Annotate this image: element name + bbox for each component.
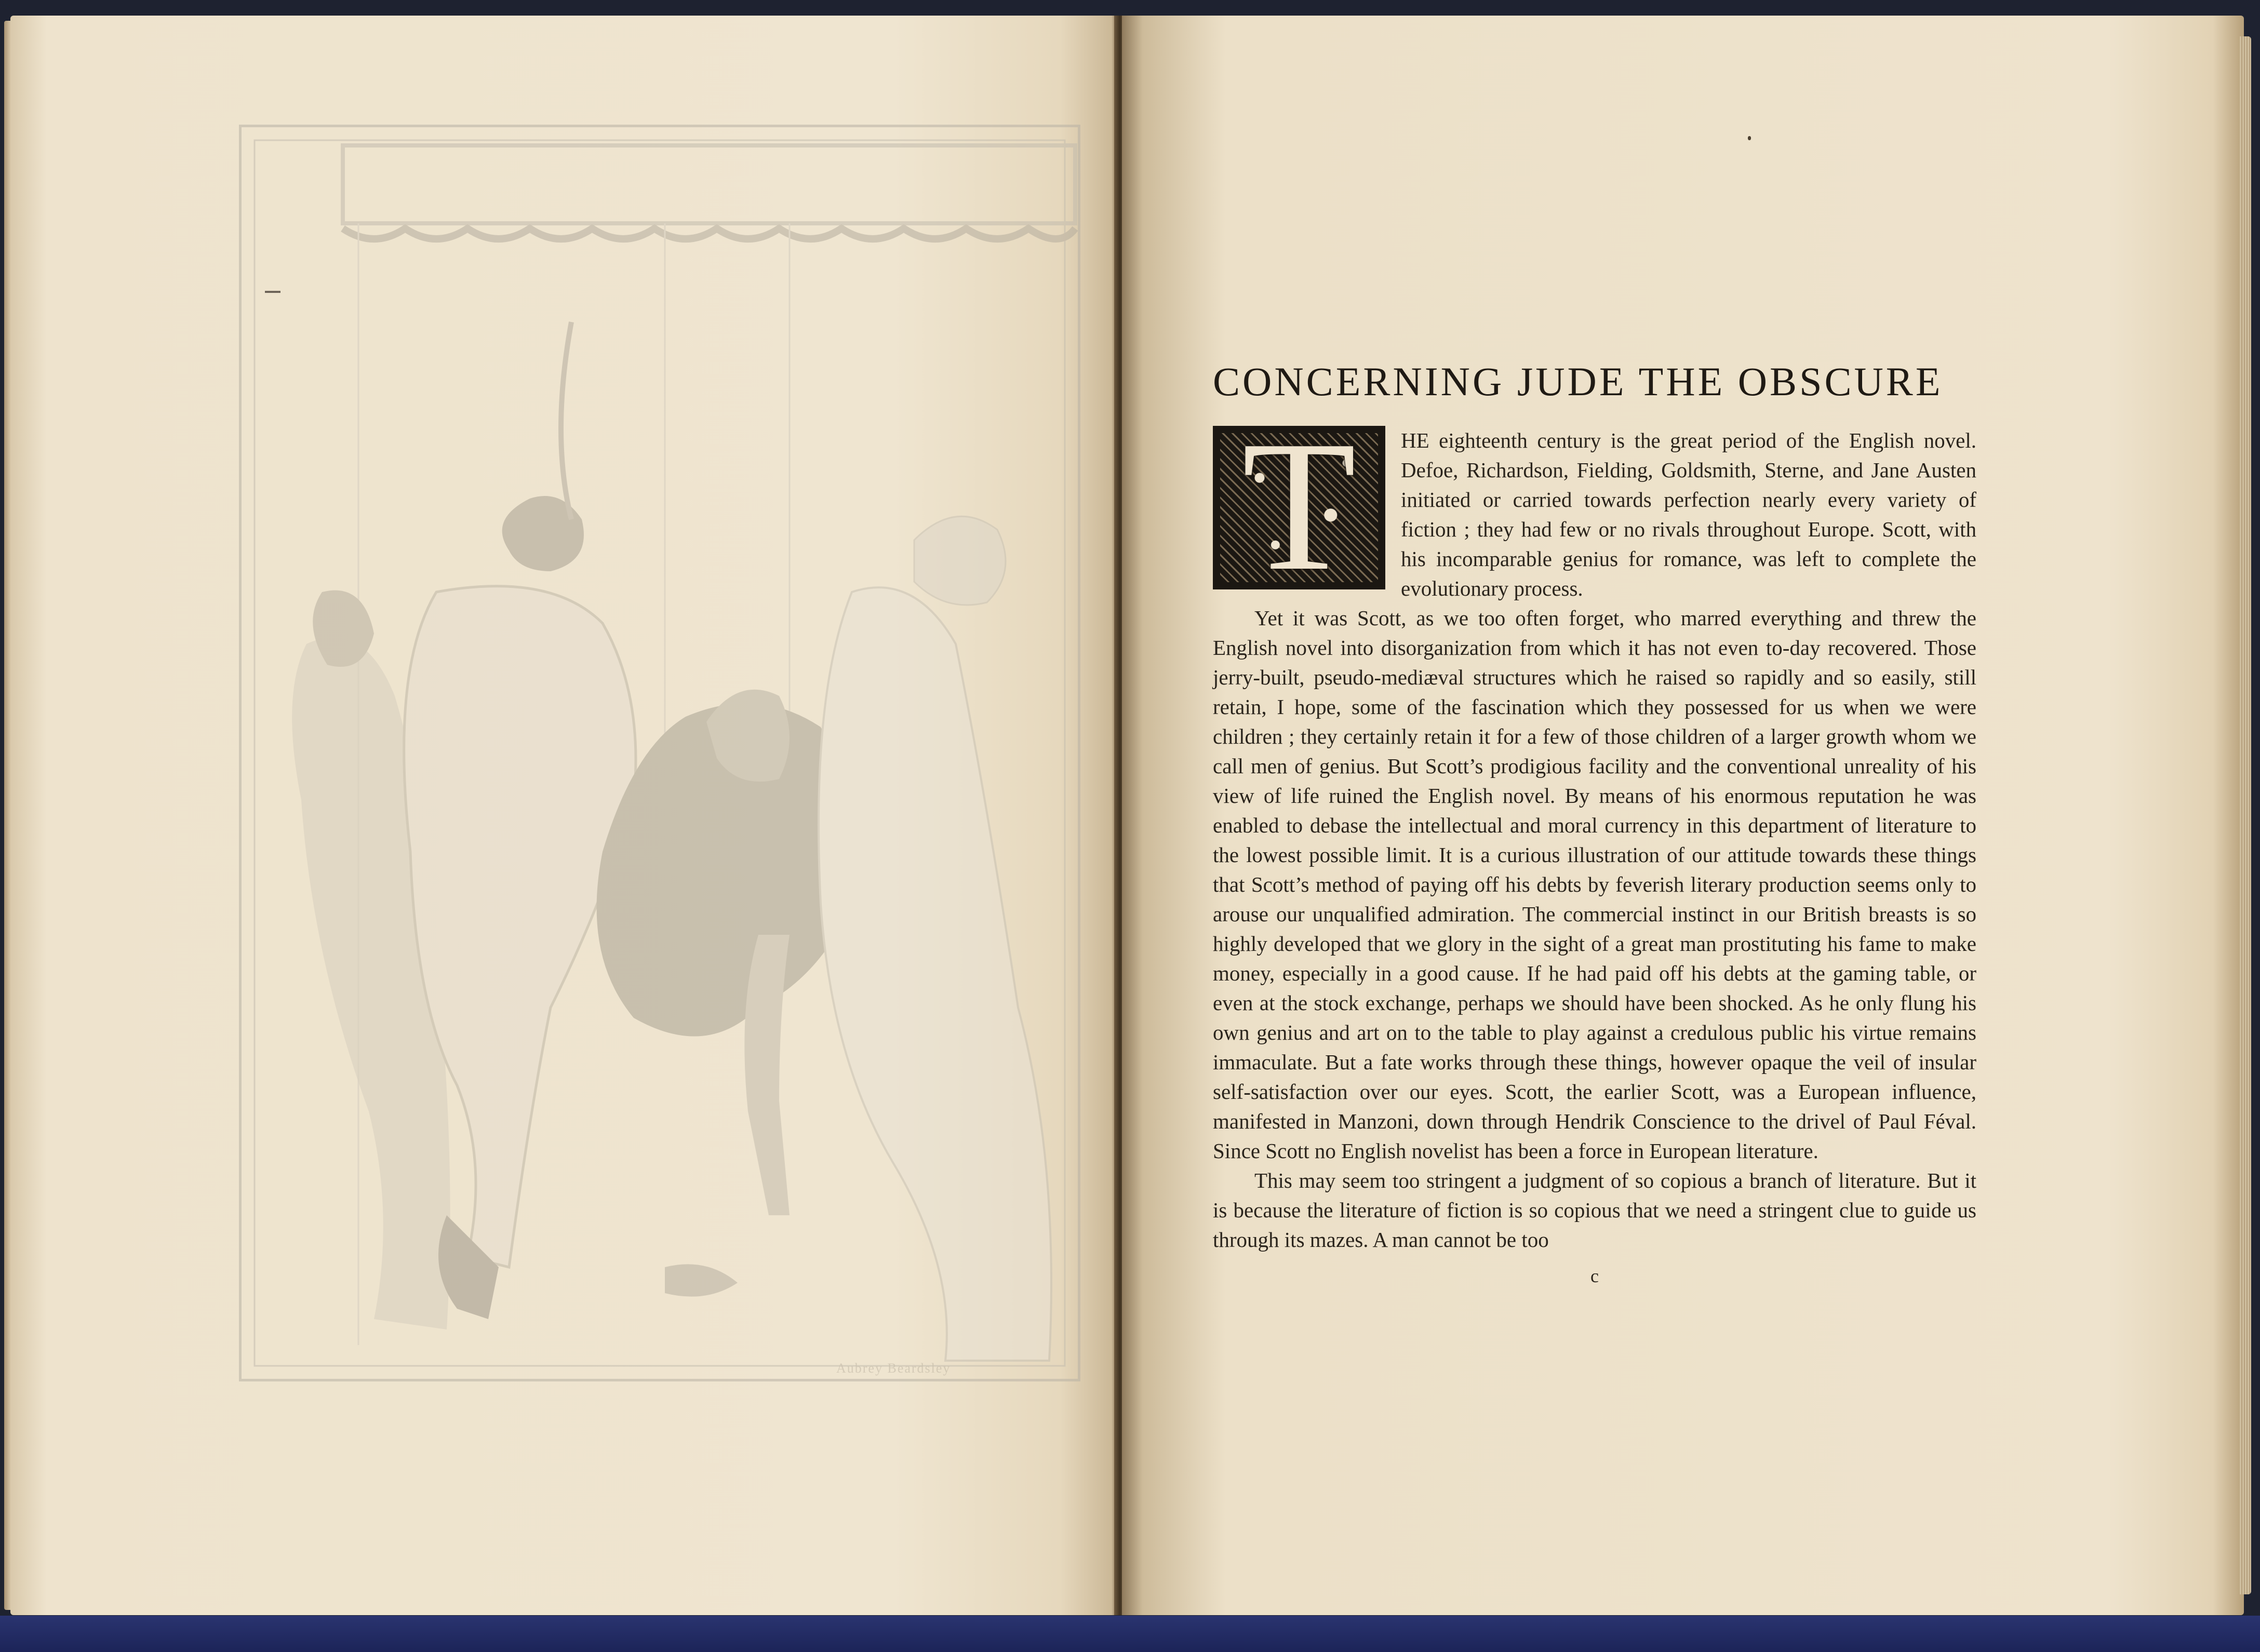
page-text-block xyxy=(1213,358,1976,1287)
illustration-plate-show-through xyxy=(239,125,1080,1381)
drop-cap-letter: T xyxy=(1242,426,1356,589)
right-page-edge xyxy=(2240,36,2251,1594)
open-book xyxy=(10,16,2244,1615)
right-page xyxy=(1122,16,2244,1615)
plate-artist-signature: Aubrey Beardsley xyxy=(836,1361,951,1376)
chapter-title: CONCERNING JUDE THE OBSCURE xyxy=(1213,359,1943,404)
left-page xyxy=(10,16,1117,1615)
paragraph-2: Yet it was Scott, as we too often forget, who marred everything and threw the English novel into disorganization from which it has not even to-day recovered. Those jerry-built, pseudo-mediæval structures which he raised so rapidly and so easily, still retain, I hope, some of the fascination which they possessed for us when we were children ; they certainly retain it for a few of those children of a larger growth whom we call men of genius. But Scott’s prodigious facility and the conventional unreality of his view of life ruined the English novel. By means of his enormous reputation he was enabled to debase the intellectual and moral currency in this department of literature to the lowest possible limit. It is a curious illustration of our attitude towards these things that Scott’s method of paying off his debts by feverish literary production seems only to arouse our unqualified admiration. The commercial instinct in our British breasts is so highly developed that we glory in the sight of a great man prostituting his fame to make money, especially in a good cause. If he had paid off his debts at the gaming table, or even at the stock exchange, perhaps we should have been shocked. As he only flung his own genius and art on to the table to play against a credulous public his virtue remains immaculate. But a fate works through these things, however opaque the veil of insular self-satisfaction over our eyes. Scott, the earlier Scott, was a European influence, manifested in Manzoni, down through Hendrik Conscience to the drivel of Paul Féval. Since Scott no English novelist has been a force in European literature. xyxy=(1213,606,1976,1163)
book-cover-cloth xyxy=(0,1616,2260,1652)
paragraph-1 xyxy=(1213,426,1976,603)
illustration-figures xyxy=(239,125,1080,1381)
ink-dot xyxy=(1748,136,1751,140)
paragraph-1-text: HE eighteenth century is the great period of the English novel. Defoe, Richardson, Fielding, Goldsmith, Sterne, and Jane Austen initiated or carried towards perfection nearly every variety of fiction ; they had few or no rivals throughout Europe. Scott, with his incomparable genius for romance, was left to complete the evolutionary process. xyxy=(1401,428,1976,600)
ornamental-drop-cap xyxy=(1213,426,1385,589)
paragraph-3: This may seem too stringent a judgment of so copious a branch of literature. But it is because the literature of fiction is so copious that we need a stringent clue to guide us through its mazes. A man cannot be too xyxy=(1213,1169,1976,1252)
printer-signature-mark: c xyxy=(1590,1266,1599,1286)
